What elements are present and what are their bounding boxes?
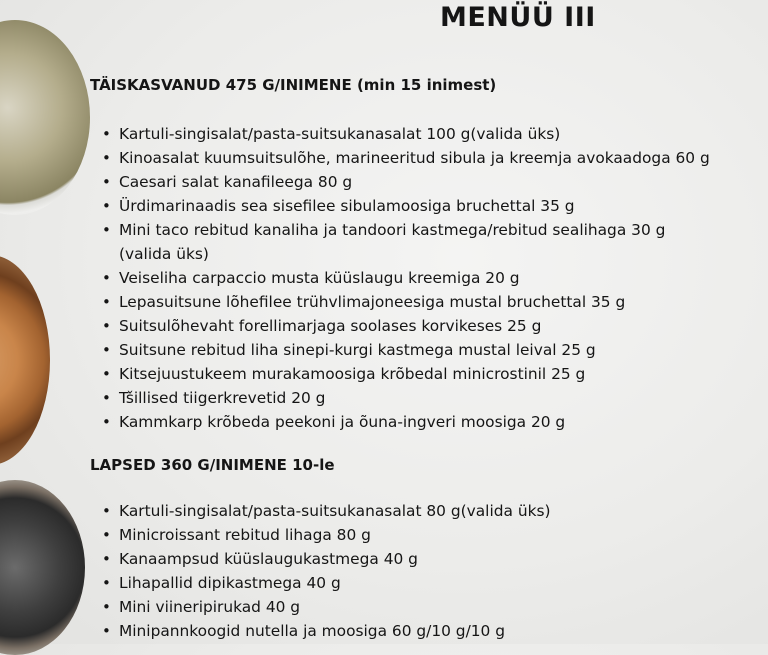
list-item: • Ürdimarinaadis sea sisefilee sibulamoosiga bruchettal 35 g [100,194,760,218]
list-item: • Mini taco rebitud kanaliha ja tandoori kastmega/rebitud sealihaga 30 g (valida üks) [100,218,760,266]
tea-leaves-bowl-image [0,20,90,215]
list-item: • Lihapallid dipikastmega 40 g [100,571,760,595]
chia-seed-bowl-image [0,480,85,655]
page-title: MENÜÜ III [440,2,596,33]
list-item: • Kartuli-singisalat/pasta-suitsukanasalat 80 g(valida üks) [100,499,760,523]
list-item: • Kanaampsud küüslaugukastmega 40 g [100,547,760,571]
kids-section-heading: LAPSED 360 G/INIMENE 10-le [90,456,335,474]
adults-menu-list [100,122,760,434]
list-item: • Kammkarp krõbeda peekoni ja õuna-ingveri moosiga 20 g [100,410,760,434]
list-item: • Caesari salat kanafileega 80 g [100,170,760,194]
list-item: • Suitsune rebitud liha sinepi-kurgi kastmega mustal leival 25 g [100,338,760,362]
list-item: • Suitsulõhevaht forellimarjaga soolases korvikeses 25 g [100,314,760,338]
list-item: • Kinoasalat kuumsuitsulõhe, marineeritud sibula ja kreemja avokaadoga 60 g [100,146,760,170]
adults-section-heading: TÄISKASVANUD 475 G/INIMENE (min 15 inimest) [90,76,497,94]
list-item: • Minipannkoogid nutella ja moosiga 60 g/10 g/10 g [100,619,760,643]
list-item: • Kitsejuustukeem murakamoosiga krõbedal minicrostinil 25 g [100,362,760,386]
walnut-bowl-image [0,255,50,465]
kids-menu-list [100,499,760,643]
list-item: • Veiseliha carpaccio musta küüslaugu kreemiga 20 g [100,266,760,290]
list-item: • Minicroissant rebitud lihaga 80 g [100,523,760,547]
list-item: • Kartuli-singisalat/pasta-suitsukanasalat 100 g(valida üks) [100,122,760,146]
list-item: • Lepasuitsune lõhefilee trühvlimajoneesiga mustal bruchettal 35 g [100,290,760,314]
list-item: • Mini viineripirukad 40 g [100,595,760,619]
list-item: • Tšillised tiigerkrevetid 20 g [100,386,760,410]
